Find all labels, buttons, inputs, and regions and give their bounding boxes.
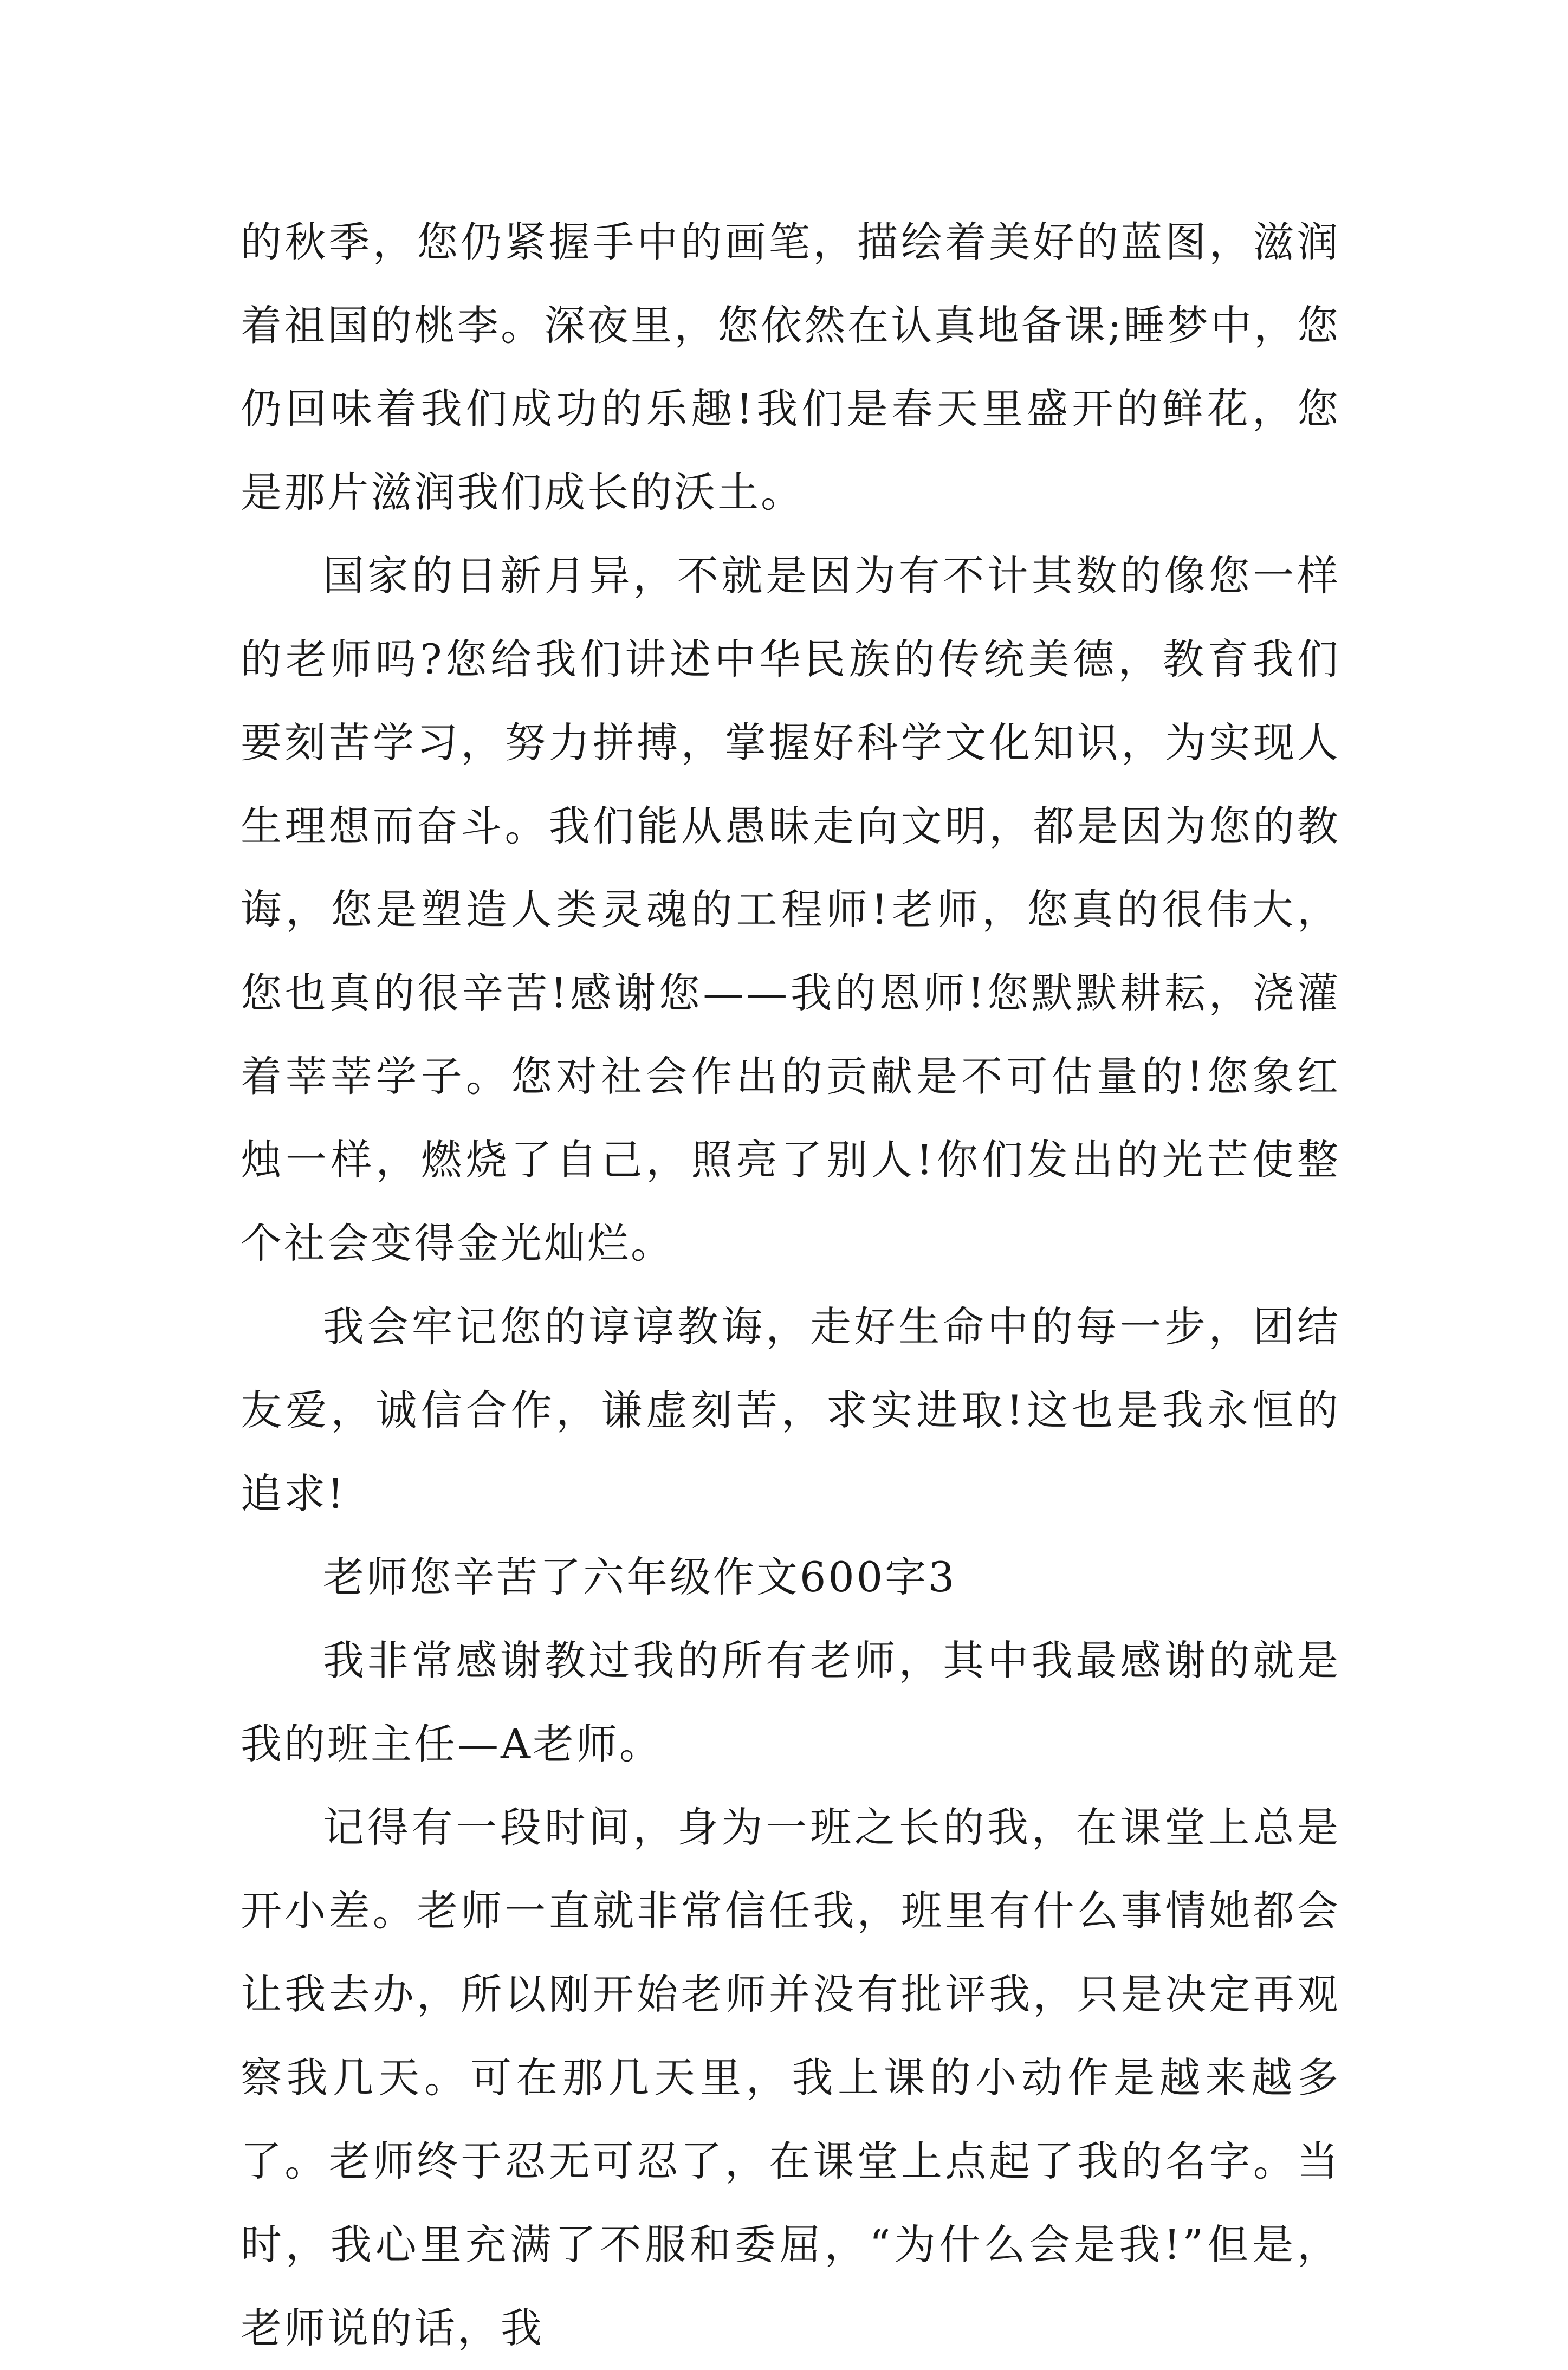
paragraph-thanks-teacher: 我非常感谢教过我的所有老师，其中我最感谢的就是我的班主任—A老师。 bbox=[241, 1636, 1340, 1768]
paragraph-memory: 记得有一段时间，身为一班之长的我，在课堂上总是开小差。老师一直就非常信任我，班里有什么事情她都会让我去办，所以刚开始老师并没有批评我，只是决定再观察我几天。可在那几天里，我上课的小动作是越来越多了。老师终于忍无可忍了，在课堂上点起了我的名字。当时，我心里充满了不服和委屈，“为什么会是我!”但是，老师说的话，我 bbox=[241, 1803, 1340, 2352]
paragraph-nation-progress: 国家的日新月异，不就是因为有不计其数的像您一样的老师吗?您给我们讲述中华民族的传统美德，教育我们要刻苦学习，努力拼搏，掌握好科学文化知识，为实现人生理想而奋斗。我们能从愚昧走向文明，都是因为您的教诲，您是塑造人类灵魂的工程师!老师，您真的很伟大，您也真的很辛苦!感谢您——我的恩师!您默默耕耘，浇灌着莘莘学子。您对社会作出的贡献是不可估量的!您象红烛一样，燃烧了自己，照亮了别人!你们发出的光芒使整个社会变得金光灿烂。 bbox=[241, 552, 1340, 1267]
essay-heading: 老师您辛苦了六年级作文600字3 bbox=[323, 1553, 957, 1601]
paragraph-continued: 的秋季，您仍紧握手中的画笔，描绘着美好的蓝图，滋润着祖国的桃李。深夜里，您依然在认真地备课;睡梦中，您仍回味着我们成功的乐趣!我们是春天里盛开的鲜花，您是那片滋润我们成长的沃土。 bbox=[241, 218, 1340, 516]
paragraph-promise: 我会牢记您的谆谆教诲，走好生命中的每一步，团结友爱，诚信合作，谦虚刻苦，求实进取!这也是我永恒的追求! bbox=[241, 1303, 1340, 1518]
document-body bbox=[241, 200, 1340, 2370]
